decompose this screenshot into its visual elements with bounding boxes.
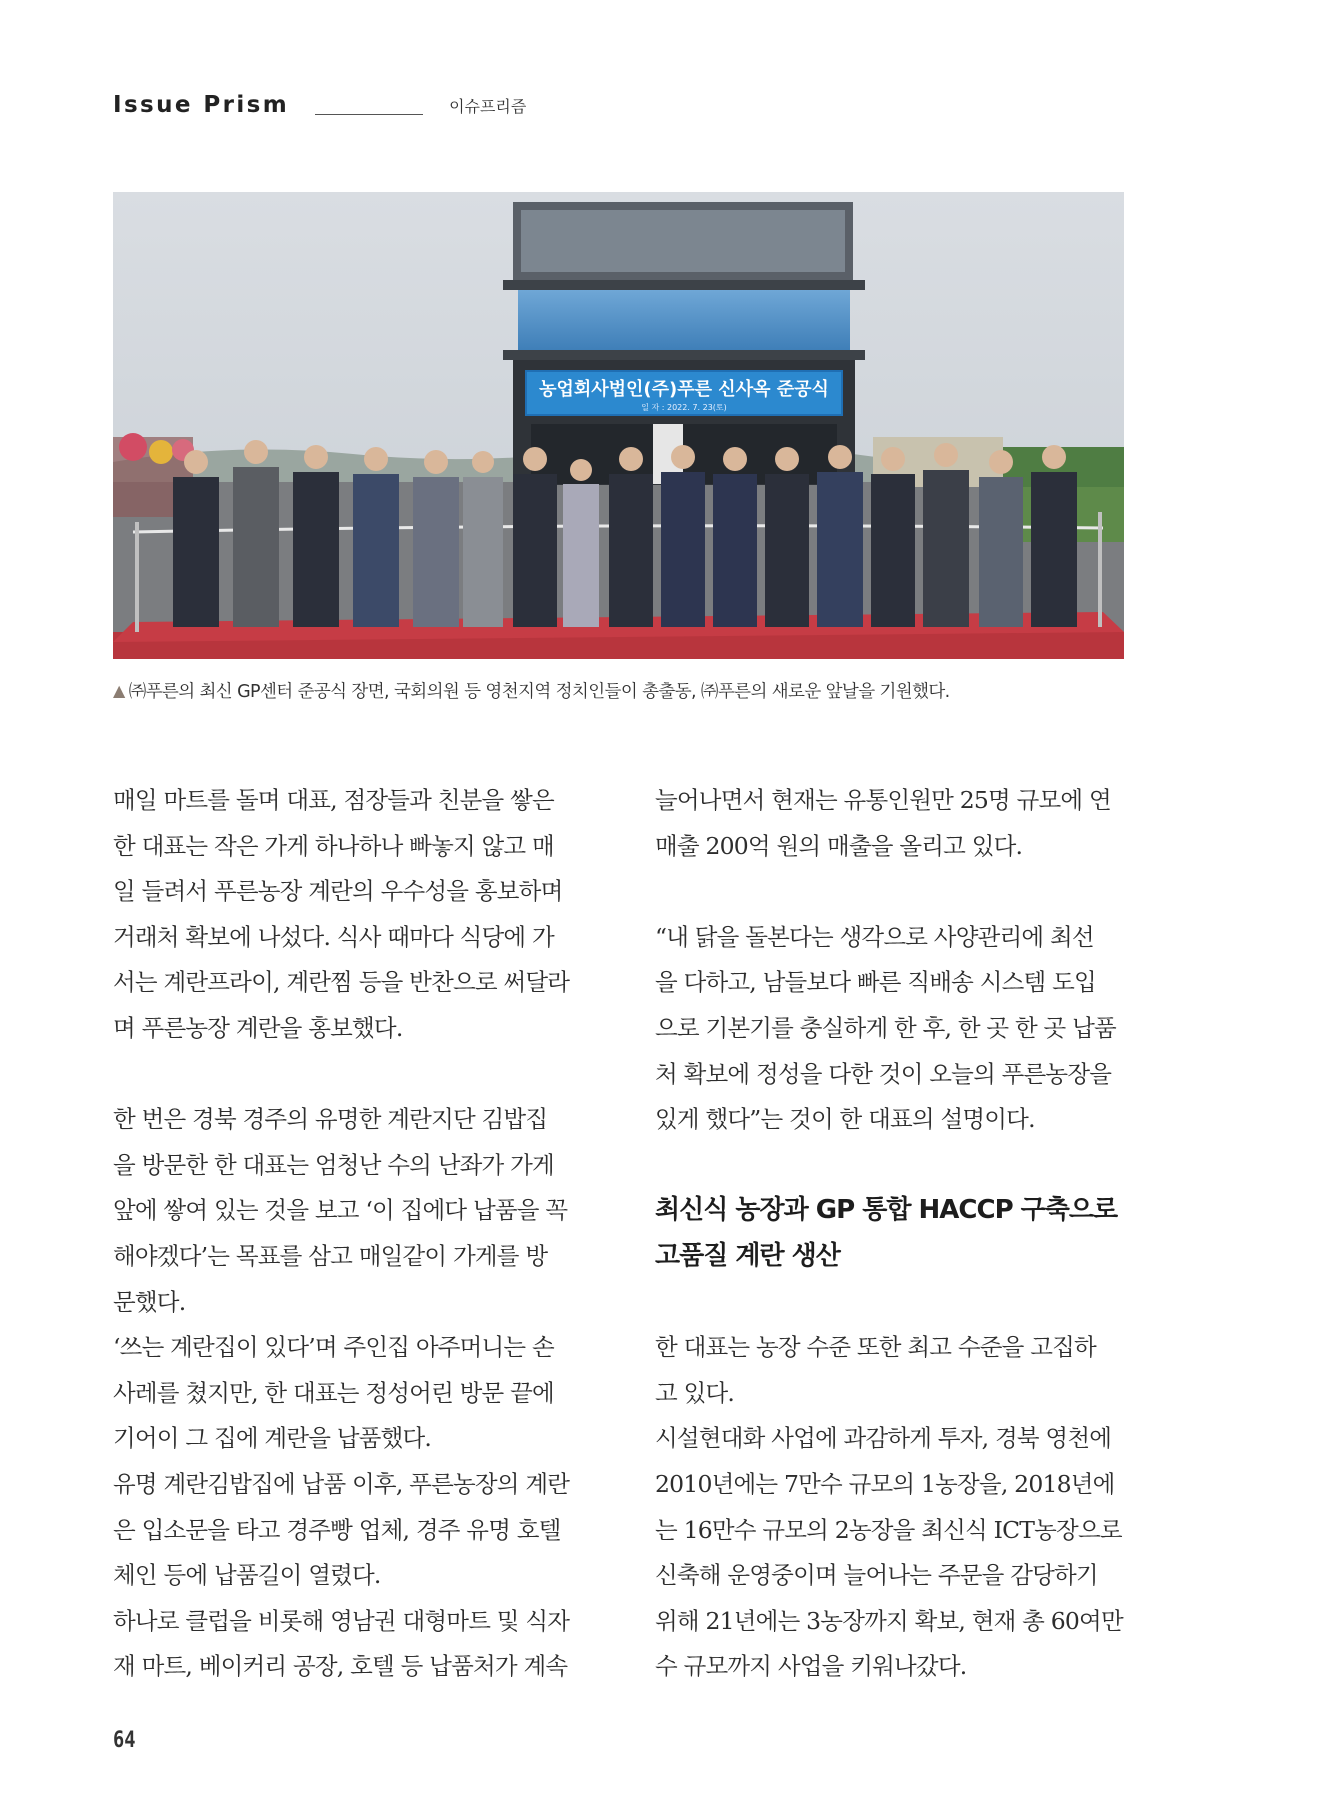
paragraph-gap <box>655 1143 1125 1189</box>
building-illustration <box>503 202 865 485</box>
body-line: 을 다하고, 남들보다 빠른 직배송 시스템 도입 <box>655 968 1096 997</box>
body-line: 일 들려서 푸른농장 계란의 우수성을 홍보하며 <box>113 877 563 906</box>
body-line: 신축해 운영중이며 늘어나는 주문을 감당하기 <box>655 1561 1098 1590</box>
section-label: 이슈프리즘 <box>449 96 527 116</box>
body-line: 체인 등에 납품길이 열렸다. <box>113 1561 381 1590</box>
body-line: ‘쓰는 계란집이 있다’며 주인집 아주머니는 손 <box>113 1333 554 1362</box>
body-line: 유명 계란김밥집에 납품 이후, 푸른농장의 계란 <box>113 1469 570 1498</box>
paragraph-gap <box>655 1280 1125 1326</box>
body-line: 서는 계란프라이, 계란찜 등을 반찬으로 써달라 <box>113 968 570 997</box>
sign-subtitle: 일 자 : 2022. 7. 23(토) <box>641 403 727 412</box>
page-number: 64 <box>113 1728 136 1753</box>
body-line: 하나로 클럽을 비롯해 영남권 대형마트 및 식자 <box>113 1606 570 1635</box>
body-line: 시설현대화 사업에 과감하게 투자, 경북 영천에 <box>655 1424 1112 1453</box>
body-line: 해야겠다’는 목표를 삼고 매일같이 가게를 방 <box>113 1241 548 1270</box>
body-line: 은 입소문을 타고 경주빵 업체, 경주 유명 호텔 <box>113 1515 561 1544</box>
body-line: 처 확보에 정성을 다한 것이 오늘의 푸른농장을 <box>655 1059 1112 1088</box>
body-line: 재 마트, 베이커리 공장, 호텔 등 납품처가 계속 <box>113 1652 568 1681</box>
section-subheading: 최신식 농장과 GP 통합 HACCP 구축으로 <box>655 1195 1118 1226</box>
page-header <box>113 92 526 118</box>
left-column <box>113 778 583 1690</box>
photo-caption <box>113 678 1163 703</box>
caption-text: ㈜푸른의 최신 GP센터 준공식 장면, 국회의원 등 영천지역 정치인들이 총출동, ㈜푸른의 새로운 앞날을 기원했다. <box>128 682 950 702</box>
right-column <box>655 778 1125 1690</box>
body-line: 문했다. <box>113 1287 186 1316</box>
body-line: 한 대표는 농장 수준 또한 최고 수준을 고집하 <box>655 1333 1096 1362</box>
body-line: 앞에 쌓여 있는 것을 보고 ‘이 집에다 납품을 꼭 <box>113 1196 568 1225</box>
body-line: 위해 21년에는 3농장까지 확보, 현재 총 60여만 <box>655 1606 1123 1635</box>
paragraph-gap <box>113 1052 583 1098</box>
section-subheading: 고품질 계란 생산 <box>655 1240 840 1271</box>
body-line: 고 있다. <box>655 1378 735 1407</box>
body-line: 수 규모까지 사업을 키워나갔다. <box>655 1652 967 1681</box>
body-line: “내 닭을 돌본다는 생각으로 사양관리에 최선 <box>655 922 1094 951</box>
ceremony-photo <box>113 192 1124 659</box>
magazine-brand: Issue Prism <box>113 92 290 118</box>
body-line: 기어이 그 집에 계란을 납품했다. <box>113 1424 432 1453</box>
sign-title: 농업회사법인(주)푸른 신사옥 준공식 <box>539 379 829 400</box>
header-divider <box>315 114 423 115</box>
body-line: 며 푸른농장 계란을 홍보했다. <box>113 1013 403 1042</box>
body-line: 는 16만수 규모의 2농장을 최신식 ICT농장으로 <box>655 1515 1122 1544</box>
body-line: 으로 기본기를 충실하게 한 후, 한 곳 한 곳 납품 <box>655 1013 1116 1042</box>
caption-marker: ▲ <box>113 681 125 700</box>
body-line: 매일 마트를 돌며 대표, 점장들과 친분을 쌓은 <box>113 786 554 814</box>
body-line: 거래처 확보에 나섰다. 식사 때마다 식당에 가 <box>113 922 554 951</box>
body-line: 을 방문한 한 대표는 엄청난 수의 난좌가 가게 <box>113 1150 554 1179</box>
body-line: 있게 했다”는 것이 한 대표의 설명이다. <box>655 1105 1035 1134</box>
body-line: 사레를 쳤지만, 한 대표는 정성어린 방문 끝에 <box>113 1378 554 1407</box>
body-line: 늘어나면서 현재는 유통인원만 25명 규모에 연 <box>655 786 1111 814</box>
body-line: 2010년에는 7만수 규모의 1농장을, 2018년에 <box>655 1469 1115 1498</box>
body-line: 한 번은 경북 경주의 유명한 계란지단 김밥집 <box>113 1105 548 1134</box>
body-line: 한 대표는 작은 가게 하나하나 빠놓지 않고 매 <box>113 831 554 860</box>
body-line: 매출 200억 원의 매출을 올리고 있다. <box>655 831 1023 860</box>
paragraph-gap <box>655 869 1125 915</box>
